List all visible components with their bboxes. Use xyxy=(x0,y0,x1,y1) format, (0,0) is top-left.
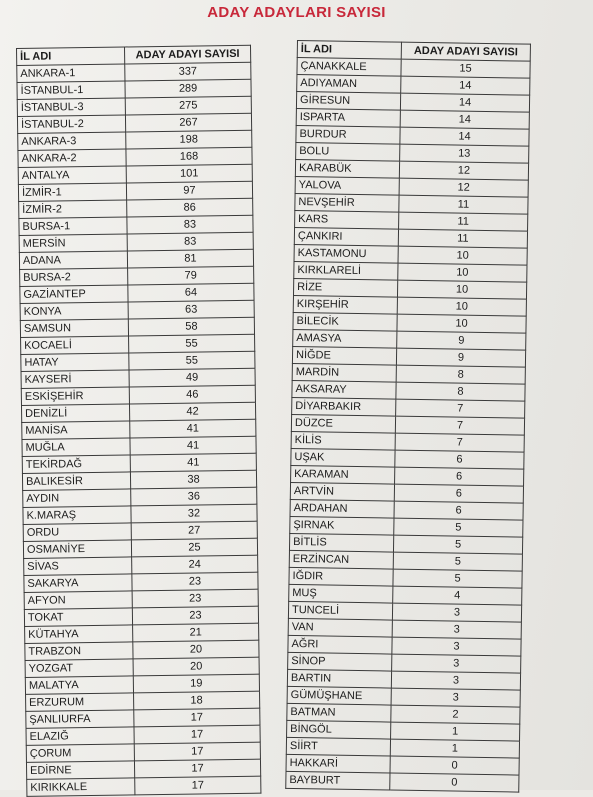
province-name-cell: TOKAT xyxy=(24,608,132,627)
candidate-count-cell: 55 xyxy=(129,334,255,353)
candidate-count-cell: 14 xyxy=(400,93,529,112)
province-name-cell: KIRKLARELİ xyxy=(294,261,398,280)
province-name-cell: ADIYAMAN xyxy=(297,75,401,94)
province-name-cell: TRABZON xyxy=(25,642,133,661)
candidate-count-cell: 8 xyxy=(396,365,525,384)
candidate-count-cell: 49 xyxy=(129,368,255,387)
province-name-cell: BALIKESİR xyxy=(22,472,130,491)
candidate-count-cell: 3 xyxy=(392,620,521,639)
province-name-cell: BURDUR xyxy=(296,125,400,144)
candidate-count-cell: 27 xyxy=(131,521,257,540)
province-name-cell: MUĞLA xyxy=(22,438,130,457)
province-name-cell: HAKKARİ xyxy=(286,754,390,773)
left-table-body xyxy=(17,62,261,796)
candidate-count-cell: 86 xyxy=(127,198,253,217)
province-name-cell: ERZURUM xyxy=(26,693,134,712)
candidate-count-cell: 289 xyxy=(125,79,251,98)
candidate-count-cell: 10 xyxy=(397,297,526,316)
candidate-count-cell: 14 xyxy=(401,76,530,95)
candidate-count-cell: 20 xyxy=(133,657,259,676)
province-name-cell: TUNCELİ xyxy=(288,601,392,620)
province-name-cell: ELAZIĞ xyxy=(26,727,134,746)
candidate-count-cell: 10 xyxy=(397,314,526,333)
province-name-cell: MALATYA xyxy=(25,676,133,695)
candidate-count-cell: 64 xyxy=(128,283,254,302)
candidate-count-cell: 168 xyxy=(126,147,252,166)
province-name-cell: BOLU xyxy=(296,142,400,161)
province-name-cell: İZMİR-2 xyxy=(19,200,127,219)
province-name-cell: ŞIRNAK xyxy=(290,516,394,535)
candidate-count-cell: 2 xyxy=(391,705,520,724)
province-name-cell: EDİRNE xyxy=(26,761,134,780)
candidate-count-cell: 46 xyxy=(129,385,255,404)
province-name-cell: NEVŞEHİR xyxy=(295,193,399,212)
province-name-cell: BİNGÖL xyxy=(287,720,391,739)
candidate-count-cell: 13 xyxy=(400,144,529,163)
candidate-count-cell: 14 xyxy=(400,110,529,129)
left-candidates-table xyxy=(16,45,261,797)
province-name-cell: TEKİRDAĞ xyxy=(22,455,130,474)
candidate-count-cell: 3 xyxy=(391,671,520,690)
province-name-cell: AMASYA xyxy=(293,329,397,348)
candidate-count-cell: 23 xyxy=(132,589,258,608)
province-name-cell: BARTIN xyxy=(287,669,391,688)
province-name-cell: ÇANAKKALE xyxy=(297,58,401,77)
province-name-cell: İSTANBUL-2 xyxy=(17,115,125,134)
candidate-count-cell: 11 xyxy=(398,229,527,248)
province-name-cell: OSMANİYE xyxy=(23,540,131,559)
province-name-cell: İSTANBUL-1 xyxy=(17,81,125,100)
candidate-count-cell: 21 xyxy=(133,623,259,642)
candidate-count-cell: 6 xyxy=(394,484,523,503)
candidate-count-cell: 17 xyxy=(134,725,260,744)
province-name-cell: ADANA xyxy=(19,251,127,270)
candidate-count-cell: 6 xyxy=(395,467,524,486)
province-name-cell: KAYSERİ xyxy=(21,370,129,389)
province-name-cell: KARAMAN xyxy=(291,465,395,484)
table-row xyxy=(286,771,519,792)
candidate-count-cell: 337 xyxy=(125,62,251,81)
province-name-cell: KIRŞEHİR xyxy=(293,295,397,314)
province-name-cell: BİLECİK xyxy=(293,312,397,331)
province-name-cell: İSTANBUL-3 xyxy=(17,98,125,117)
province-name-cell: İZMİR-1 xyxy=(18,183,126,202)
candidate-count-cell: 275 xyxy=(125,96,251,115)
province-name-cell: AĞRI xyxy=(288,635,392,654)
province-name-cell: BATMAN xyxy=(287,703,391,722)
candidate-count-cell: 6 xyxy=(395,450,524,469)
candidate-count-cell: 17 xyxy=(134,759,260,778)
right-candidates-table xyxy=(285,40,531,793)
province-name-cell: ÇANKIRI xyxy=(294,227,398,246)
candidate-count-cell: 12 xyxy=(399,178,528,197)
candidate-count-cell: 41 xyxy=(130,453,256,472)
candidate-count-cell: 42 xyxy=(129,402,255,421)
candidate-count-cell: 36 xyxy=(131,487,257,506)
candidate-count-cell: 17 xyxy=(135,776,261,795)
province-name-cell: KÜTAHYA xyxy=(25,625,133,644)
candidate-count-cell: 5 xyxy=(394,518,523,537)
candidate-count-cell: 32 xyxy=(131,504,257,523)
right-table-body xyxy=(286,58,530,793)
province-name-cell: KARS xyxy=(295,210,399,229)
province-name-cell: MARDİN xyxy=(292,363,396,382)
province-name-cell: MERSİN xyxy=(19,234,127,253)
province-name-cell: BURSA-2 xyxy=(20,268,128,287)
candidate-count-cell: 55 xyxy=(129,351,255,370)
candidate-count-cell: 9 xyxy=(396,348,525,367)
province-name-cell: BAYBURT xyxy=(286,771,390,790)
candidate-count-cell: 41 xyxy=(130,436,256,455)
table-row xyxy=(27,776,261,796)
province-name-cell: ESKİŞEHİR xyxy=(21,387,129,406)
province-name-cell: ISPARTA xyxy=(296,108,400,127)
document-title: ADAY ADAYLARI SAYISI xyxy=(207,4,386,21)
candidate-count-cell: 81 xyxy=(127,249,253,268)
candidate-count-cell: 7 xyxy=(395,433,524,452)
province-name-cell: K.MARAŞ xyxy=(23,506,131,525)
province-name-cell: ANKARA-2 xyxy=(18,149,126,168)
province-name-cell: KIRIKKALE xyxy=(27,778,135,797)
province-name-cell: AFYON xyxy=(24,591,132,610)
candidate-count-cell: 25 xyxy=(131,538,257,557)
candidate-count-cell: 19 xyxy=(133,674,259,693)
province-name-cell: ANTALYA xyxy=(18,166,126,185)
candidate-count-cell: 10 xyxy=(398,263,527,282)
candidate-count-cell: 0 xyxy=(390,773,519,792)
column-header-count: ADAY ADAYI SAYISI xyxy=(401,42,530,61)
province-name-cell: KİLİS xyxy=(291,431,395,450)
candidate-count-cell: 63 xyxy=(128,300,254,319)
candidate-count-cell: 0 xyxy=(390,756,519,775)
candidate-count-cell: 83 xyxy=(127,215,253,234)
candidate-count-cell: 5 xyxy=(393,535,522,554)
province-name-cell: HATAY xyxy=(21,353,129,372)
column-header-province: İL ADI xyxy=(297,41,401,60)
province-name-cell: SAKARYA xyxy=(24,574,132,593)
candidate-count-cell: 6 xyxy=(394,501,523,520)
province-name-cell: GİRESUN xyxy=(296,92,400,111)
candidate-count-cell: 198 xyxy=(126,130,252,149)
province-name-cell: MANİSA xyxy=(22,421,130,440)
province-name-cell: IĞDIR xyxy=(289,567,393,586)
candidate-count-cell: 58 xyxy=(128,317,254,336)
candidate-count-cell: 38 xyxy=(130,470,256,489)
province-name-cell: KONYA xyxy=(20,302,128,321)
province-name-cell: RİZE xyxy=(293,278,397,297)
candidate-count-cell: 11 xyxy=(399,195,528,214)
candidate-count-cell: 10 xyxy=(397,280,526,299)
province-name-cell: DİYARBAKIR xyxy=(292,397,396,416)
province-name-cell: ARDAHAN xyxy=(290,499,394,518)
province-name-cell: GAZİANTEP xyxy=(20,285,128,304)
province-name-cell: GÜMÜŞHANE xyxy=(287,686,391,705)
candidate-count-cell: 83 xyxy=(127,232,253,251)
candidate-count-cell: 20 xyxy=(133,640,259,659)
candidate-count-cell: 17 xyxy=(134,708,260,727)
candidate-count-cell: 3 xyxy=(392,603,521,622)
province-name-cell: AYDIN xyxy=(23,489,131,508)
province-name-cell: VAN xyxy=(288,618,392,637)
province-name-cell: UŞAK xyxy=(291,448,395,467)
candidate-count-cell: 10 xyxy=(398,246,527,265)
candidate-count-cell: 3 xyxy=(392,637,521,656)
province-name-cell: SAMSUN xyxy=(20,319,128,338)
candidate-count-cell: 1 xyxy=(390,739,519,758)
province-name-cell: ORDU xyxy=(23,523,131,542)
candidate-count-cell: 1 xyxy=(391,722,520,741)
province-name-cell: YOZGAT xyxy=(25,659,133,678)
province-name-cell: ŞANLIURFA xyxy=(26,710,134,729)
candidate-count-cell: 7 xyxy=(395,416,524,435)
province-name-cell: YALOVA xyxy=(295,176,399,195)
province-name-cell: KASTAMONU xyxy=(294,244,398,263)
candidate-count-cell: 8 xyxy=(396,382,525,401)
candidate-count-cell: 23 xyxy=(132,606,258,625)
candidate-count-cell: 9 xyxy=(397,331,526,350)
candidate-count-cell: 101 xyxy=(126,164,252,183)
candidate-count-cell: 7 xyxy=(396,399,525,418)
province-name-cell: SİNOP xyxy=(288,652,392,671)
province-name-cell: DÜZCE xyxy=(291,414,395,433)
candidate-count-cell: 15 xyxy=(401,59,530,78)
province-name-cell: ANKARA-1 xyxy=(17,64,125,83)
candidate-count-cell: 17 xyxy=(134,742,260,761)
province-name-cell: SİİRT xyxy=(286,737,390,756)
province-name-cell: DENİZLİ xyxy=(21,404,129,423)
province-name-cell: AKSARAY xyxy=(292,380,396,399)
candidate-count-cell: 41 xyxy=(130,419,256,438)
column-header-province: İL ADI xyxy=(17,47,125,66)
candidate-count-cell: 14 xyxy=(400,127,529,146)
candidate-count-cell: 12 xyxy=(399,161,528,180)
candidate-count-cell: 267 xyxy=(125,113,251,132)
candidate-count-cell: 23 xyxy=(132,572,258,591)
province-name-cell: BURSA-1 xyxy=(19,217,127,236)
candidate-count-cell: 5 xyxy=(393,552,522,571)
province-name-cell: ÇORUM xyxy=(26,744,134,763)
candidate-count-cell: 97 xyxy=(126,181,252,200)
candidate-count-cell: 11 xyxy=(399,212,528,231)
province-name-cell: BİTLİS xyxy=(289,533,393,552)
province-name-cell: NİĞDE xyxy=(292,346,396,365)
candidate-count-cell: 24 xyxy=(132,555,258,574)
candidate-count-cell: 5 xyxy=(393,569,522,588)
candidate-count-cell: 3 xyxy=(392,654,521,673)
province-name-cell: KOCAELİ xyxy=(21,336,129,355)
candidate-count-cell: 79 xyxy=(128,266,254,285)
province-name-cell: MUŞ xyxy=(289,584,393,603)
candidate-count-cell: 4 xyxy=(393,586,522,605)
province-name-cell: ANKARA-3 xyxy=(18,132,126,151)
candidate-count-cell: 18 xyxy=(134,691,260,710)
province-name-cell: ERZİNCAN xyxy=(289,550,393,569)
province-name-cell: ARTVİN xyxy=(290,482,394,501)
column-header-count: ADAY ADAYI SAYISI xyxy=(124,45,250,64)
candidate-count-cell: 3 xyxy=(391,688,520,707)
province-name-cell: KARABÜK xyxy=(295,159,399,178)
province-name-cell: SİVAS xyxy=(24,557,132,576)
